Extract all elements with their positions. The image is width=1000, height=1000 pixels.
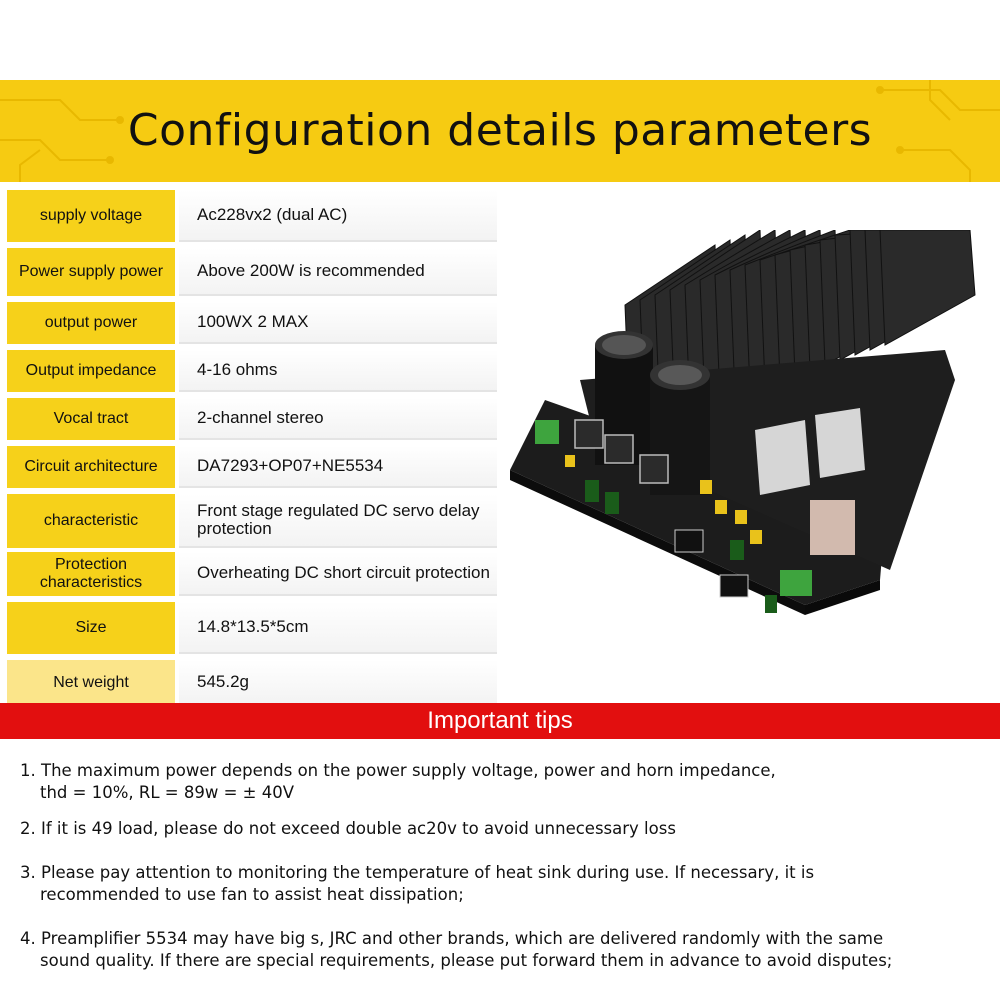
important-tips-heading: Important tips bbox=[0, 703, 1000, 739]
spec-value: Overheating DC short circuit protection bbox=[179, 552, 497, 596]
tip-text: Please pay attention to monitoring the temperature of heat sink during use. If necessary, it is bbox=[41, 863, 815, 882]
spec-label: characteristic bbox=[7, 494, 175, 548]
tip-item bbox=[20, 928, 995, 972]
spec-row bbox=[7, 602, 497, 654]
spec-row bbox=[7, 494, 497, 548]
spec-label: Net weight bbox=[7, 660, 175, 706]
spec-label: Circuit architecture bbox=[7, 446, 175, 488]
spec-row bbox=[7, 398, 497, 440]
tip-item bbox=[20, 862, 995, 906]
spec-value: 100WX 2 MAX bbox=[179, 302, 497, 344]
spec-value: Front stage regulated DC servo delay protection bbox=[179, 494, 497, 548]
spec-row bbox=[7, 350, 497, 392]
tip-text-continued: recommended to use fan to assist heat dissipation; bbox=[40, 885, 464, 904]
spec-label: Power supply power bbox=[7, 248, 175, 296]
spec-value: Ac228vx2 (dual AC) bbox=[179, 190, 497, 242]
spec-value: DA7293+OP07+NE5534 bbox=[179, 446, 497, 488]
spec-row bbox=[7, 446, 497, 488]
tip-number: 4. bbox=[20, 929, 36, 948]
tip-item bbox=[20, 818, 995, 840]
spec-row bbox=[7, 190, 497, 242]
spec-row bbox=[7, 552, 497, 596]
tip-text: If it is 49 load, please do not exceed double ac20v to avoid unnecessary loss bbox=[41, 819, 676, 838]
tip-number: 2. bbox=[20, 819, 36, 838]
spec-row bbox=[7, 660, 497, 706]
amplifier-board-image bbox=[505, 230, 993, 660]
spec-row bbox=[7, 248, 497, 296]
tip-number: 3. bbox=[20, 863, 36, 882]
spec-label: Protection characteristics bbox=[7, 552, 175, 596]
spec-value: 4-16 ohms bbox=[179, 350, 497, 392]
spec-value: 14.8*13.5*5cm bbox=[179, 602, 497, 654]
tip-item bbox=[20, 760, 995, 804]
tip-text-continued: sound quality. If there are special requirements, please put forward them in advance to avoid disputes; bbox=[40, 951, 893, 970]
spec-value: 545.2g bbox=[179, 660, 497, 706]
spec-value: 2-channel stereo bbox=[179, 398, 497, 440]
spec-label: Output impedance bbox=[7, 350, 175, 392]
spec-label: output power bbox=[7, 302, 175, 344]
tip-text: Preamplifier 5534 may have big s, JRC and other brands, which are delivered randomly with the same bbox=[41, 929, 884, 948]
header-banner bbox=[0, 80, 1000, 182]
spec-value: Above 200W is recommended bbox=[179, 248, 497, 296]
spec-table bbox=[7, 190, 497, 706]
spec-row bbox=[7, 302, 497, 344]
spec-label: supply voltage bbox=[7, 190, 175, 242]
tip-number: 1. bbox=[20, 761, 36, 780]
page-title: Configuration details parameters bbox=[127, 105, 873, 156]
tip-text-continued: thd = 10%, RL = 89w = ± 40V bbox=[40, 783, 295, 802]
spec-label: Vocal tract bbox=[7, 398, 175, 440]
tip-text: The maximum power depends on the power supply voltage, power and horn impedance, bbox=[41, 761, 776, 780]
spec-label: Size bbox=[7, 602, 175, 654]
